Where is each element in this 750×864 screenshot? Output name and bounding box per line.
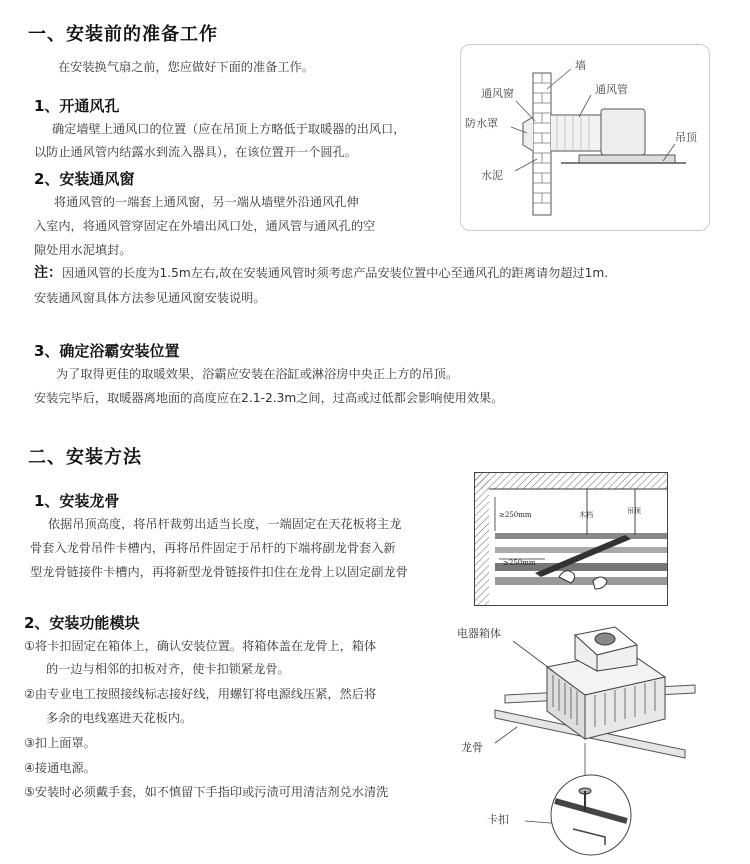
dim-label-2: ≥250mm: [503, 559, 536, 567]
keel-step-title: 1、安装龙骨: [34, 492, 120, 510]
dim-label-1: ≥250mm: [499, 511, 532, 519]
label-vent-pipe: 通风管: [595, 83, 628, 96]
vent-install-diagram: [460, 44, 710, 231]
wood-strip-label: 木档: [579, 511, 593, 519]
brick-wall: [533, 73, 551, 215]
label-electric-box: 电器箱体: [457, 627, 501, 640]
label-keel: 龙骨: [461, 741, 483, 754]
keel-line-3: 型龙骨链接件卡槽内，再将新型龙骨链接件扣住在龙骨上以固定副龙骨: [30, 565, 408, 579]
module-item-1a: ①将卡扣固定在箱体上，确认安装位置。将箱体盖在龙骨上，箱体: [24, 639, 377, 653]
keel-line-1: 依据吊顶高度，将吊杆裁剪出适当长度，一端固定在天花板将主龙: [48, 517, 402, 531]
section1-title: 一、安装前的准备工作: [28, 24, 218, 45]
module-install-diagram: [455, 615, 715, 860]
step2-title: 2、安装通风窗: [34, 170, 135, 188]
ceiling-label: 吊顶: [627, 507, 641, 515]
step3-title: 3、确定浴霸安装位置: [34, 342, 180, 360]
module-item-4: ④接通电源。: [24, 761, 96, 775]
vent-install-illustration: [461, 45, 709, 230]
module-illustration: [455, 615, 715, 860]
label-clip: 卡扣: [487, 813, 509, 826]
clip-detail: [551, 775, 631, 855]
module-item-3: ③扣上面罩。: [24, 736, 96, 750]
keel-line-2: 骨套入龙骨吊件卡槽内，再将吊件固定于吊杆的下端将副龙骨套入新: [30, 541, 396, 555]
ceiling-slab: [475, 473, 667, 489]
note-text: 因通风管的长度为1.5m左右,故在安装通风管时须考虑产品安装位置中心至通风孔的距离请勿超过1m.: [62, 266, 609, 280]
vent-pipe-shape: [551, 109, 675, 163]
label-ceiling: 吊顶: [675, 131, 697, 144]
label-vent-window: 通风窗: [481, 87, 514, 100]
electric-box-shape: [547, 627, 665, 739]
step3-line-2: 安装完毕后，取暖器离地面的高度应在2.1-2.3m之间，过高或过低都会影响使用效果。: [34, 391, 504, 405]
module-item-2b: 多余的电线塞进天花板内。: [46, 711, 193, 725]
step1-line-2: 以防止通风管内结露水到流入器具），在该位置开一个圆孔。: [34, 145, 357, 159]
keel-install-diagram: [474, 472, 668, 606]
module-step-title: 2、安装功能模块: [24, 614, 140, 632]
module-item-5: ⑤安装时必须戴手套，如不慎留下手指印或污渍可用清洁剂兑水清洗: [24, 785, 389, 799]
step2-line-3: 隙处用水泥填封。: [34, 243, 132, 257]
step3-line-1: 为了取得更佳的取暖效果，浴霸应安装在浴缸或淋浴房中央正上方的吊顶。: [56, 367, 459, 381]
step1-title: 1、开通风孔: [34, 97, 120, 115]
module-item-2a: ②由专业电工按照接线标志接好线，用螺钉将电源线压紧，然后将: [24, 687, 377, 701]
step1-line-1: 确定墙壁上通风口的位置（应在吊顶上方略低于取暖器的出风口，: [52, 122, 406, 136]
note-label: 注：: [34, 265, 62, 281]
section1-intro: 在安装换气扇之前，您应做好下面的准备工作。: [58, 60, 314, 74]
keel-illustration: [475, 473, 667, 605]
label-cement: 水泥: [481, 169, 503, 182]
label-rain-cover: 防水罩: [465, 117, 498, 130]
note-line-2: 安装通风窗具体方法参见通风窗安装说明。: [34, 291, 266, 305]
label-wall: 墙: [575, 59, 586, 72]
module-item-1b: 的一边与相邻的扣板对齐，使卡扣锁紧龙骨。: [46, 662, 290, 676]
note: [34, 263, 608, 284]
side-wall: [475, 473, 489, 605]
step2-line-1: 将通风管的一端套上通风窗，另一端从墙壁外沿通风孔伸: [54, 195, 359, 209]
step2-line-2: 入室内，将通风管穿固定在外墙出风口处，通风管与通风孔的空: [34, 219, 376, 233]
section2-title: 二、安装方法: [28, 447, 142, 468]
rain-cover-shape: [523, 117, 533, 151]
